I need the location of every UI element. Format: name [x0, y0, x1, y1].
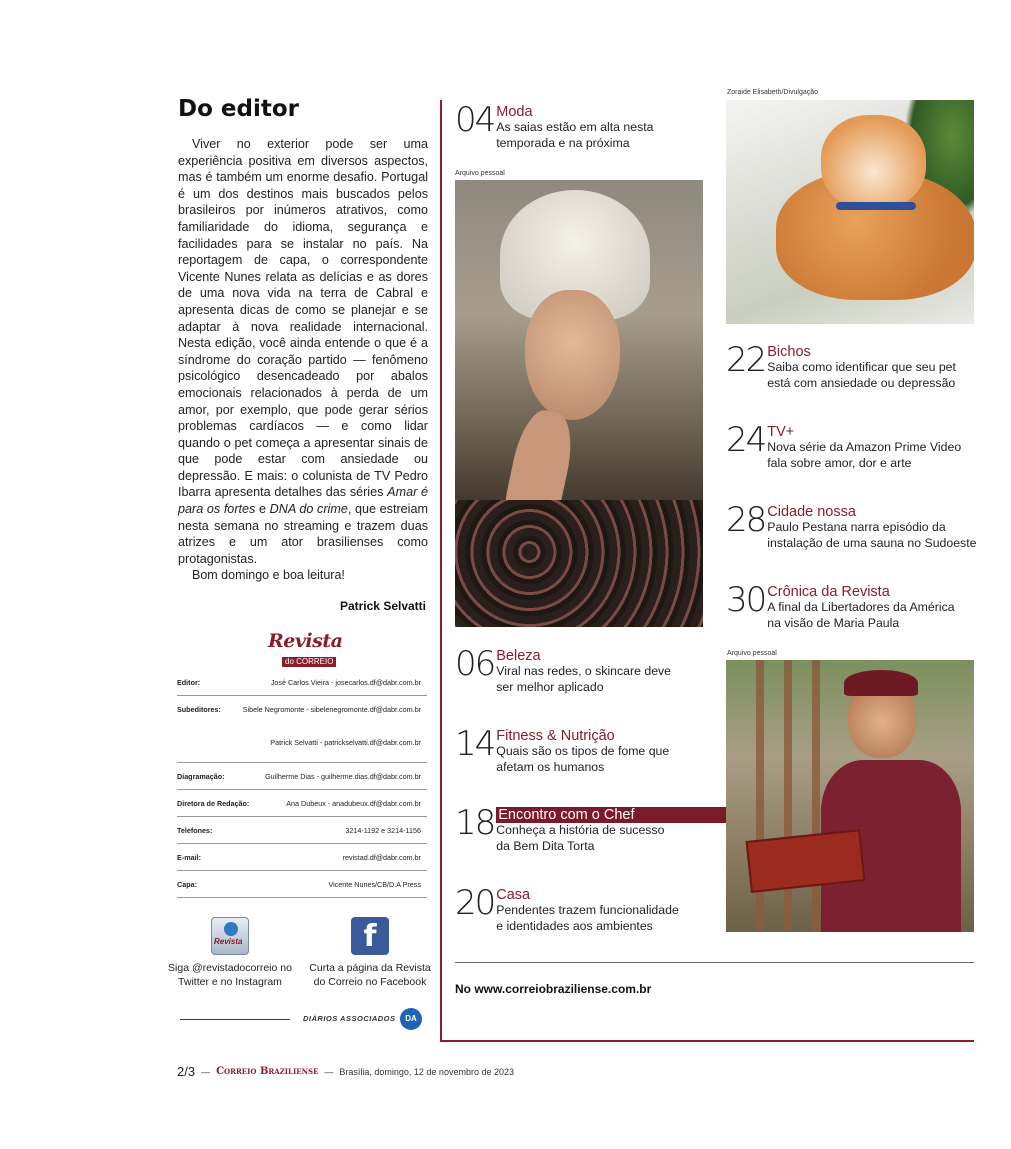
logo-line-correio: do CORREIO: [282, 657, 336, 667]
section-title: Beleza: [496, 648, 541, 664]
section-desc: ser melhor aplicado: [496, 679, 604, 694]
contents-item-bichos[interactable]: [726, 340, 956, 391]
contents-item-tv[interactable]: [726, 420, 962, 471]
footer-separator: —: [201, 1066, 211, 1077]
section-desc: Paulo Pestana narra episódio da: [767, 520, 946, 534]
page-number: 06: [455, 644, 495, 684]
section-desc: e identidades aos ambientes: [496, 918, 653, 933]
bottom-rule: [440, 1040, 974, 1042]
contents-item-cronica[interactable]: [726, 580, 955, 631]
credit-value: Sibele Negromonte - sibelenegromonte.df@dabr.com.br: [242, 705, 421, 714]
newspaper-brand: Correio Braziliense: [216, 1066, 319, 1077]
section-title: Casa: [496, 887, 531, 903]
section-title: Bichos: [767, 344, 811, 360]
section-desc: As saias estão em alta nesta: [496, 120, 654, 134]
dateline: Brasília, domingo, 12 de novembro de 2023: [339, 1066, 514, 1077]
page-number: 14: [455, 724, 495, 764]
credit-row: [177, 763, 427, 790]
credit-value: revistad.df@dabr.com.br: [342, 852, 421, 862]
section-title: Encontro com o Chef: [496, 807, 726, 823]
credit-row: [177, 723, 427, 763]
section-title: Crônica da Revista: [767, 584, 890, 600]
series-title-dna: DNA do crime: [269, 502, 348, 517]
editor-title: Do editor: [178, 96, 299, 122]
section-desc: temporada e na próxima: [496, 135, 630, 150]
section-desc: na visão de Maria Paula: [767, 615, 900, 630]
section-title: Cidade nossa: [767, 504, 856, 520]
credit-row: [177, 790, 427, 817]
section-title: Moda: [496, 104, 533, 120]
credit-row: [177, 871, 427, 898]
column-divider: [440, 100, 442, 1041]
page-number: 18: [455, 803, 495, 843]
footer-separator: —: [324, 1066, 334, 1077]
photo-credit-cat: Zoraide Elisabeth/Divulgação: [727, 89, 819, 96]
woman-towel-photo: [455, 180, 703, 627]
page-number: 20: [455, 883, 495, 923]
facebook-promo[interactable]: [305, 917, 435, 989]
credit-value: Ana Dubeux - anadubeux.df@dabr.com.br: [286, 798, 421, 808]
contents-item-chef[interactable]: [455, 803, 726, 854]
twitter-promo-text: Siga @revistadocorreio no Twitter e no Instagram: [168, 962, 292, 988]
editor-text: [178, 136, 428, 567]
chef-photo: [726, 660, 974, 932]
credit-row: [177, 696, 427, 723]
contents-item-beleza[interactable]: [455, 644, 672, 695]
section-desc: Nova série da Amazon Prime Video: [767, 440, 962, 454]
section-desc: Pendentes trazem funcionalidade: [496, 903, 679, 917]
page-number: 04: [455, 100, 495, 140]
logo-line-revista: Revista: [268, 630, 343, 652]
section-desc: está com ansiedade ou depressão: [767, 375, 956, 390]
diarios-associados-text: DIÁRIOS ASSOCIADOS: [303, 1014, 396, 1023]
credit-value: Patrick Selvatti - patrickselvatti.df@dabr.com.br: [270, 738, 421, 747]
credit-label: Diretora de Redação:: [177, 798, 250, 808]
credit-label: Diagramação:: [177, 771, 225, 781]
facebook-icon[interactable]: f: [351, 917, 389, 955]
page-number: 22: [726, 340, 766, 380]
section-desc: afetam os humanos: [496, 759, 605, 774]
editor-text-part: , que estreiam nesta semana no streaming e trazem duas atrizes e um ator brasilienses como protagonistas.: [178, 502, 428, 566]
staff-credits: [177, 669, 427, 898]
page-number: 28: [726, 500, 766, 540]
section-desc: Saiba como identificar que seu pet: [767, 360, 956, 374]
credit-label: Telefones:: [177, 825, 213, 835]
section-desc: A final da Libertadores da América: [767, 600, 955, 614]
editor-greeting: Bom domingo e boa leitura!: [192, 568, 345, 582]
page-number: 30: [726, 580, 766, 620]
section-title: Fitness & Nutrição: [496, 728, 615, 744]
photo-credit-chef: Arquivo pessoal: [727, 650, 777, 657]
credit-value: José Carlos Vieira - josecarlos.df@dabr.com.br: [270, 677, 421, 687]
diarios-associados-logo-icon: DA: [400, 1008, 422, 1030]
contents-item-casa[interactable]: [455, 883, 679, 934]
series-title-amar: Amar é para os fortes: [178, 485, 429, 517]
divider: [180, 1019, 290, 1020]
credit-value: Guilherme Dias - guilherme.dias.df@dabr.com.br: [265, 771, 421, 781]
facebook-promo-text: Curta a página da Revista do Correio no Facebook: [309, 962, 431, 988]
page-number: 2/3: [177, 1064, 196, 1079]
section-desc: Viral nas redes, o skincare deve: [496, 664, 672, 678]
website-link[interactable]: No www.correiobraziliense.com.br: [455, 982, 652, 996]
credit-row: [177, 817, 427, 844]
cat-photo: [726, 100, 974, 324]
section-desc: Conheça a história de sucesso: [496, 823, 665, 837]
page-number: 24: [726, 420, 766, 460]
revista-logo: [268, 630, 343, 668]
editor-signature: Patrick Selvatti: [339, 599, 426, 613]
editor-text-part: Viver no exterior pode ser uma experiência positiva em diversos aspectos, mas é também um enorme desafio. Portugal é um dos destinos mais buscados pelos brasileiros por inúmeros atrativos, como familiaridade do idioma, segurança e facilidades para se instalar no país. Na reportagem de capa, o correspondente Vicente Nunes relata as delícias e as dores de uma nova vida na terra de Cabral e apresenta dicas de como se planejar e se adaptar à nova realidade internacional. Nesta edição, você ainda entende o que é a síndrome do coração partido — fenômeno psicológico desencadeado por abalos emocionais relacionados à perda de um amor, por exemplo, que pode gerar sérios problemas cardíacos — e como lidar quando o pet começa a apresentar sinais de que pode estar com ansiedade ou depressão. E mais: o colunista de TV Pedro Ibarra apresenta detalhes das séries: [178, 137, 428, 500]
section-desc: fala sobre amor, dor e arte: [767, 455, 912, 470]
credit-value: 3214-1192 e 3214-1156: [345, 825, 421, 835]
credit-value: Vicente Nunes/CB/D.A Press: [328, 879, 421, 889]
credit-label: Subeditores:: [177, 705, 221, 714]
credit-row: [177, 844, 427, 871]
page-footer: [177, 1064, 514, 1079]
contents-item-cidade-nossa[interactable]: [726, 500, 977, 551]
contents-item-moda[interactable]: [455, 100, 654, 151]
contents-item-fitness[interactable]: [455, 724, 670, 775]
twitter-promo[interactable]: [165, 917, 295, 989]
twitter-icon[interactable]: [211, 917, 249, 955]
credit-label: Editor:: [177, 677, 201, 687]
section-desc: da Bem Dita Torta: [496, 838, 595, 853]
editor-text-part: e: [255, 502, 270, 517]
photo-credit-woman: Arquivo pessoal: [455, 170, 505, 177]
web-rule: [455, 962, 974, 963]
credit-label: Capa:: [177, 879, 197, 889]
credit-row: [177, 669, 427, 696]
section-desc: Quais são os tipos de fome que: [496, 744, 670, 758]
section-desc: instalação de uma sauna no Sudoeste: [767, 535, 977, 550]
section-title: TV+: [767, 424, 795, 440]
credit-label: E-mail:: [177, 852, 201, 862]
